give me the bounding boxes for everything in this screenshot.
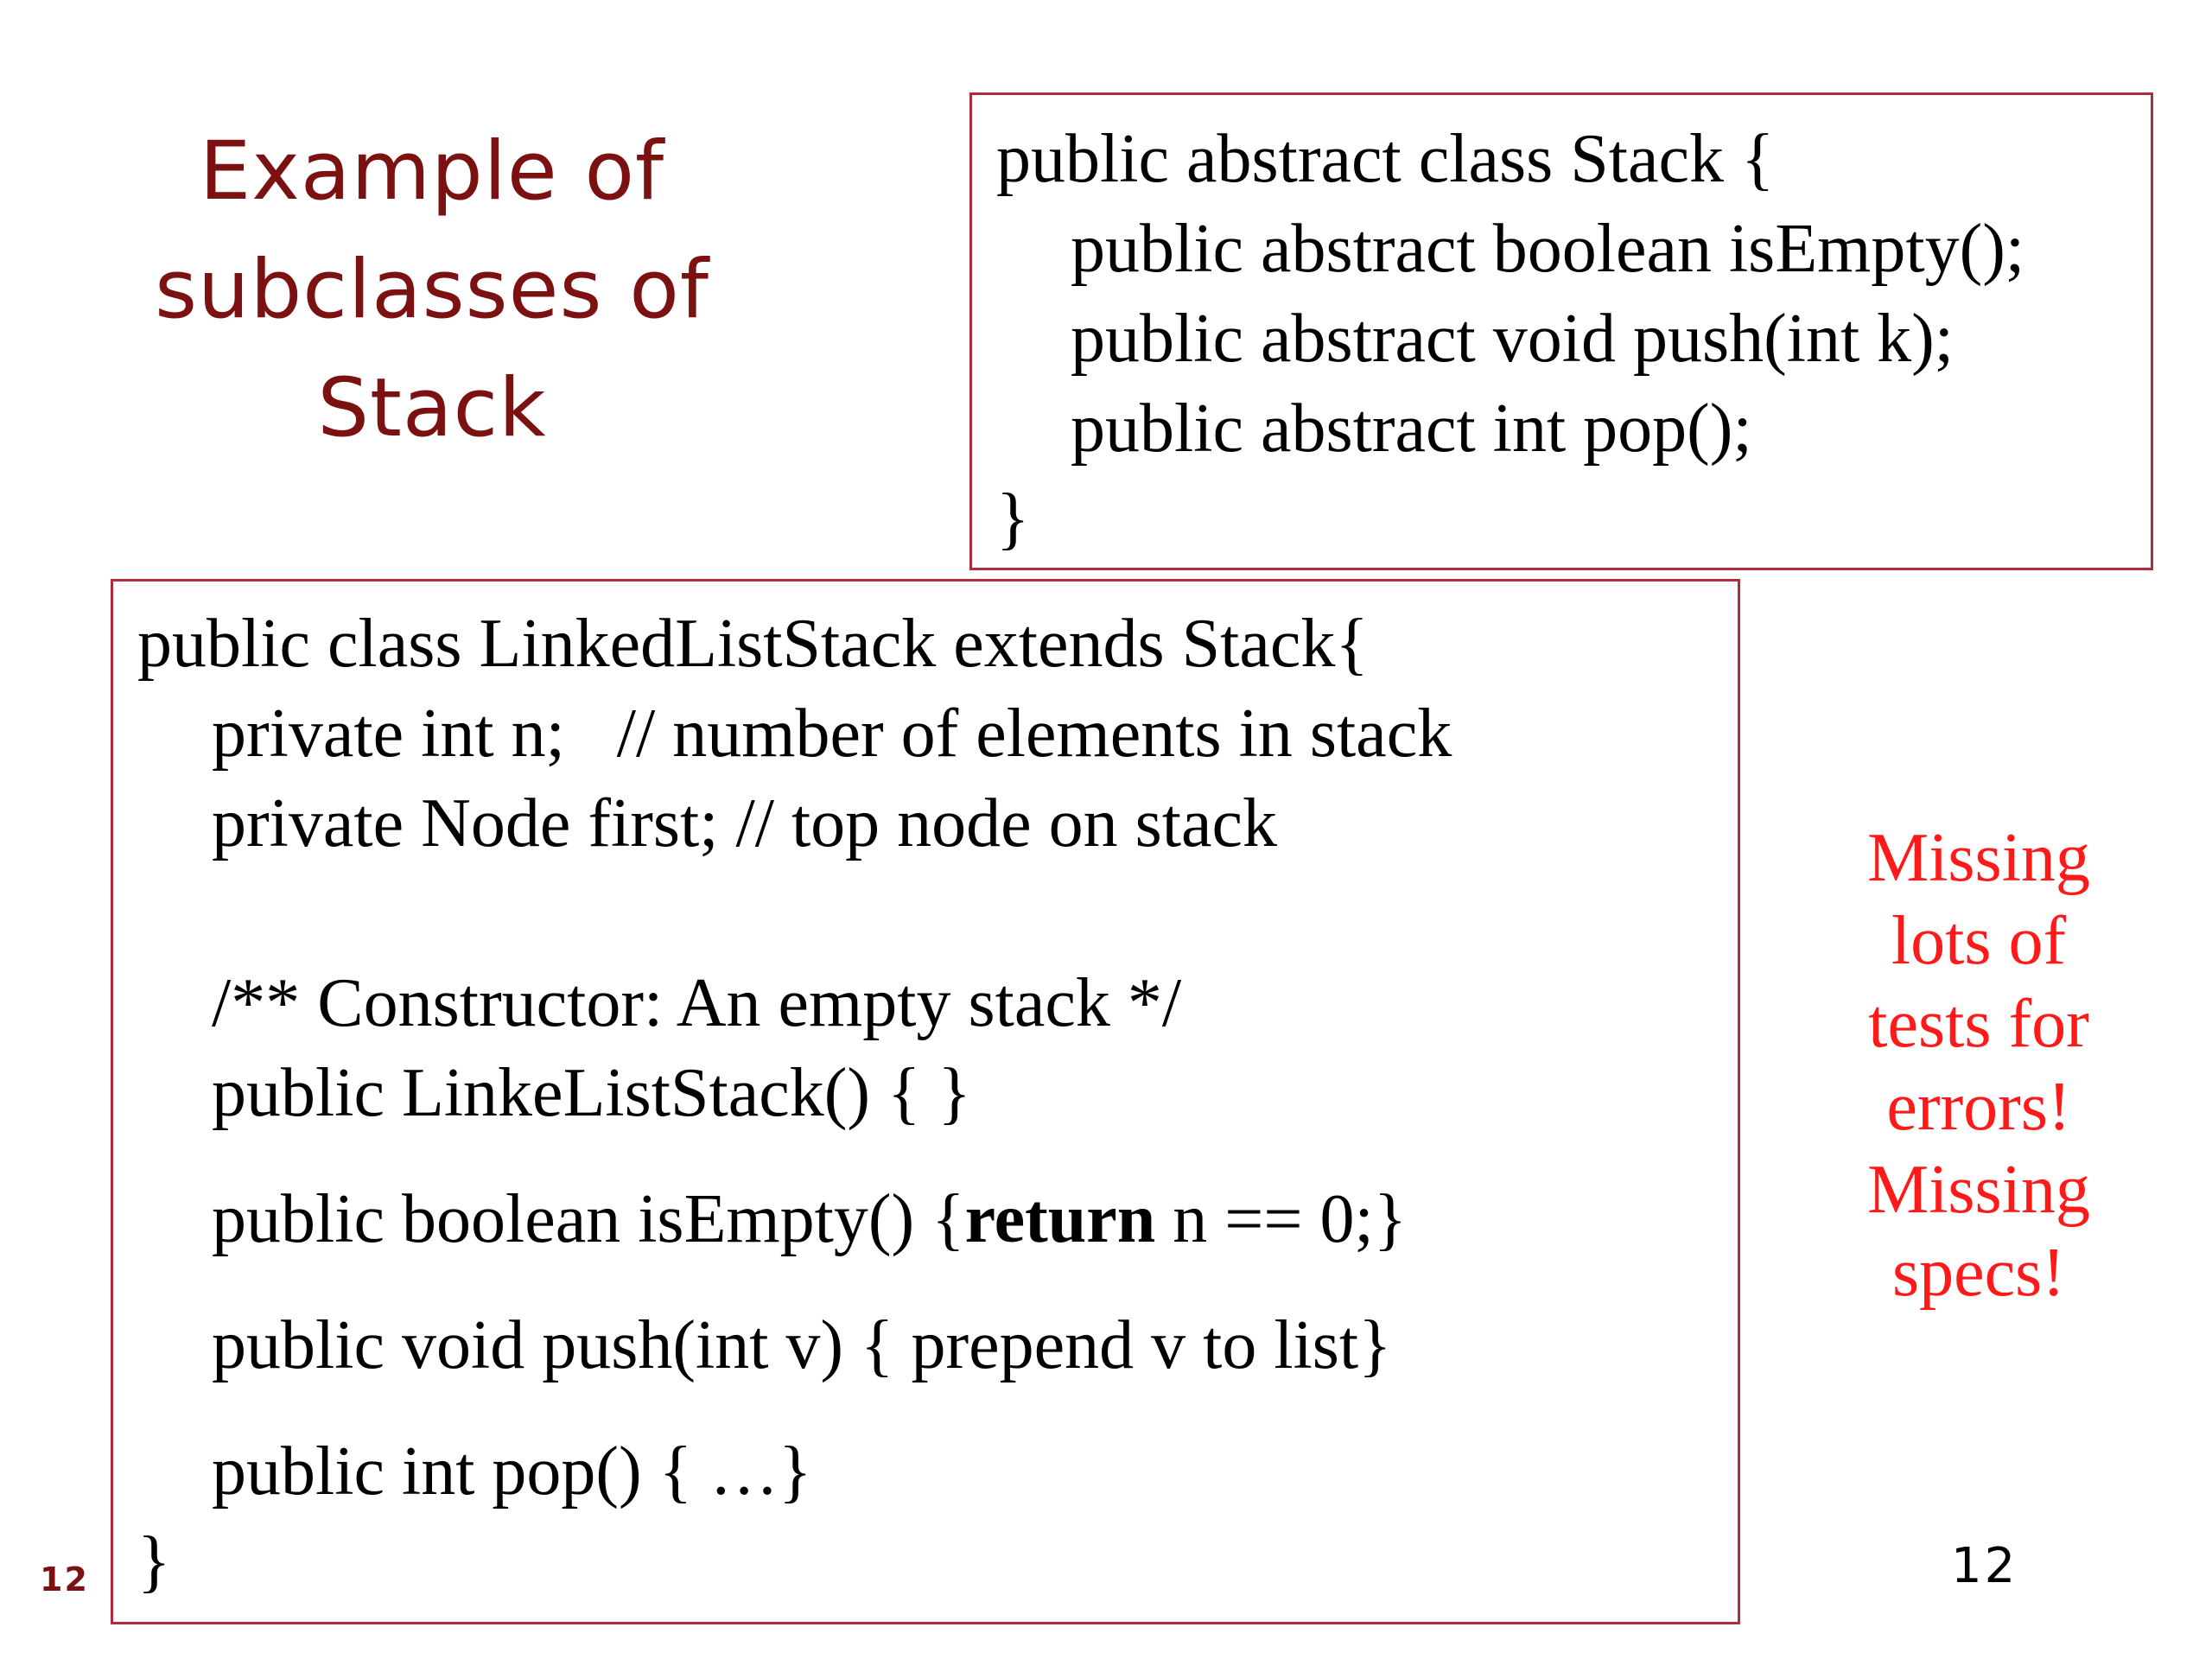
code-line: public abstract class Stack { [996,121,1775,197]
code-line: public abstract void push(int k); [1071,301,1955,377]
note-line: specs! [1892,1235,2065,1311]
push-line: public void push(int v) { prepend v to list} [212,1307,1392,1383]
page-number-left: 12 [40,1560,89,1599]
slide-title [112,112,752,467]
note-line: lots of [1891,903,2067,979]
spacer [137,1390,1738,1427]
code-line: public abstract int pop(); [1071,391,1752,467]
closing-brace-line: } [137,1523,171,1599]
note-line: errors! [1886,1069,2071,1145]
constructor-comment-line: /** Constructor: An empty stack */ [212,965,1182,1041]
is-empty-prefix: public boolean isEmpty() { [212,1181,965,1257]
blank-line [137,868,1738,958]
linked-list-stack-code-box [111,579,1740,1624]
is-empty-line [137,1174,1738,1264]
spacer [137,1138,1738,1174]
field-n-line: private int n; // number of elements in stack [212,696,1452,772]
page-number-right: 12 [1951,1538,2018,1594]
code-line: public abstract boolean isEmpty(); [1071,211,2025,287]
title-line-2: subclasses of [155,243,709,337]
return-keyword: return [964,1181,1156,1257]
class-header-line: public class LinkedListStack extends Stack{ [137,606,1369,682]
pop-line: public int pop() { …} [212,1433,812,1510]
title-line-1: Example of [199,124,665,219]
note-line: Missing [1867,820,2090,896]
missing-tests-note [1815,817,2143,1314]
abstract-stack-code-box [969,92,2153,570]
code-line: } [996,480,1030,556]
field-first-line: private Node first; // top node on stack [212,785,1278,861]
note-line: tests for [1868,986,2089,1062]
title-line-3: Stack [317,361,547,455]
spacer [137,1264,1738,1300]
note-line: Missing [1867,1152,2090,1228]
constructor-line: public LinkeListStack() { } [212,1055,971,1131]
is-empty-suffix: n == 0;} [1155,1181,1408,1257]
